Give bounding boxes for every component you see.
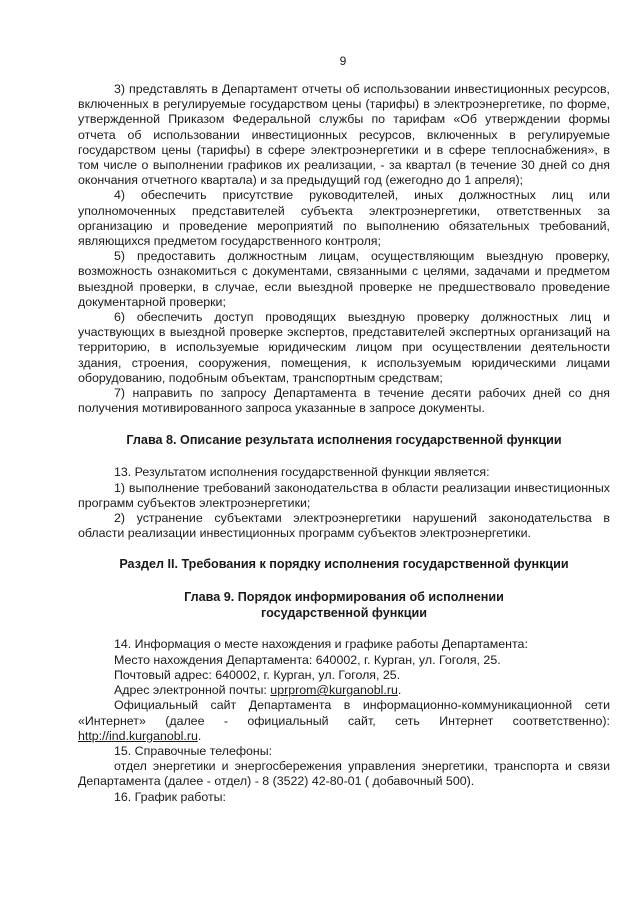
item-7: 7) направить по запросу Департамента в течение десяти рабочих дней со дня получения мотивированного запроса указанные в запросе документы. bbox=[78, 386, 610, 416]
page-number: 9 bbox=[339, 54, 347, 68]
location-line: Место нахождения Департамента: 640002, г. Курган, ул. Гоголя, 25. bbox=[114, 652, 501, 667]
result-item-2: 2) устранение субъектами электроэнергетики нарушений законодательства в области реализации инвестиционных программ субъектов электроэнергетики. bbox=[78, 511, 610, 541]
paragraph-13: 13. Результатом исполнения государственной функции является: bbox=[114, 465, 490, 480]
paragraph-15: 15. Справочные телефоны: bbox=[114, 743, 273, 758]
official-site-tail: . bbox=[197, 728, 202, 743]
item-6: 6) обеспечить доступ проводящих выездную проверку должностных лиц и участвующих в выездной проверке экспертов, представителей экспертных организаций на территорию, в используемые юридическим лицом при осуществлении деятельности здания, строения, сооружения, помещения, к используемым юридическими лицами оборудованию, подобным объектам, транспортным средствам; bbox=[78, 310, 610, 385]
email-line bbox=[78, 683, 610, 698]
email-link[interactable]: uprprom@kurganobl.ru bbox=[270, 683, 398, 698]
item-5: 5) предоставить должностным лицам, осуществляющим выездную проверку, возможность ознакомиться с документами, связанными с целями, задачами и предметом выездной проверки, в случае, если выездной проверке не предшествовало проведение документарной проверки; bbox=[78, 249, 610, 309]
chapter-9-heading bbox=[78, 589, 610, 621]
paragraph-16: 16. График работы: bbox=[114, 789, 226, 804]
document-body bbox=[78, 82, 610, 805]
paragraph-14: 14. Информация о месте нахождения и графике работы Департамента: bbox=[114, 637, 528, 652]
item-4: 4) обеспечить присутствие руководителей, иных должностных лиц или уполномоченных представителей субъекта электроэнергетики, ответственных за организацию и проведение мероприятий по выполнению обязательных требований, являющихся предметом государственного контроля; bbox=[78, 188, 610, 249]
section-2-heading: Раздел II. Требования к порядку исполнения государственной функции bbox=[119, 557, 569, 572]
email-tail: . bbox=[397, 683, 402, 698]
official-site-line bbox=[78, 698, 610, 744]
chapter-9-heading-line1: Глава 9. Порядок информирования об исполнении bbox=[184, 590, 504, 605]
result-item-1: 1) выполнение требований законодательства в области реализации инвестиционных программ субъектов электроэнергетики; bbox=[78, 480, 610, 510]
chapter-8-heading: Глава 8. Описание результата исполнения государственной функции bbox=[126, 433, 562, 448]
official-site-link[interactable]: http://ind.kurganobl.ru bbox=[78, 728, 198, 743]
chapter-9-heading-line2: государственной функции bbox=[261, 606, 427, 621]
postal-address-line: Почтовый адрес: 640002, г. Курган, ул. Гоголя, 25. bbox=[114, 667, 401, 682]
phone-line: отдел энергетики и энергосбережения управления энергетики, транспорта и связи Департамента (далее - отдел) - 8 (3522) 42-80-01 ( добавочный 500). bbox=[78, 759, 610, 789]
email-label: Адрес электронной почты: bbox=[114, 683, 271, 698]
official-site-text: Официальный сайт Департамента в информационно-коммуникационной сети «Интернет» (далее - официальный сайт, сеть Интернет соответственно): bbox=[78, 698, 610, 728]
item-3: 3) представлять в Департамент отчеты об использовании инвестиционных ресурсов, включенных в регулируемые государством цены (тарифы) в электроэнергетике, по форме, утвержденной Приказом Федеральной службы по тарифам «Об утверждении формы отчета об использовании инвестиционных ресурсов, включенных в регулируемые государством цены (тарифы) в сфере электроэнергетики и в сфере теплоснабжения», в том числе о выполнении графиков их реализации, - за квартал (в течение 30 дней со дня окончания отчетного квартала) и за предыдущий год (ежегодно до 1 апреля); bbox=[78, 82, 610, 188]
